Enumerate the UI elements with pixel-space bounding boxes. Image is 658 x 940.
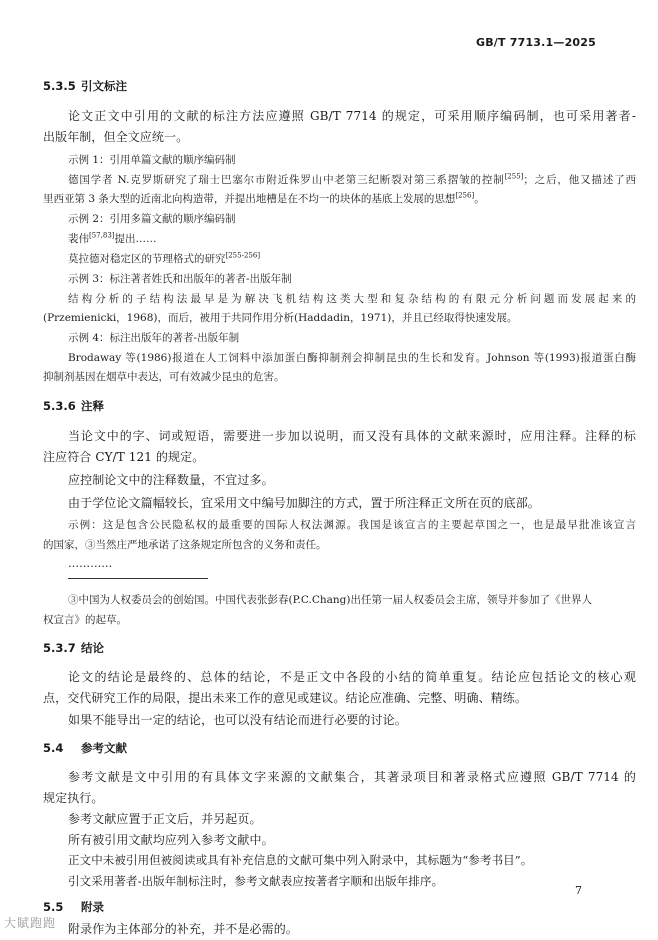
example-text: 德国学者 N.克罗斯研究了瑞士巴塞尔市附近侏罗山中老第三纪断裂对第三系摺皱的控制 <box>68 174 505 186</box>
section-title: 结论 <box>81 641 104 655</box>
example-line <box>68 251 260 266</box>
example-label: 示例 4：标注出版年的著者-出版年制 <box>68 332 240 344</box>
paragraph-line: 注应符合 CY/T 121 的规定。 <box>43 450 205 464</box>
section-number: 5.3.7 <box>43 641 76 655</box>
paragraph-line: 附录作为主体部分的补充，并不是必需的。 <box>68 922 298 936</box>
citation-marker: [256] <box>455 191 475 200</box>
paragraph-line: 点，交代研究工作的局限，提出未来工作的意见或建议。结论应准确、完整、明确、精练。 <box>43 691 528 705</box>
paragraph-line: 规定执行。 <box>43 791 104 805</box>
section-heading-5-3-6 <box>43 398 104 414</box>
page-number: 7 <box>575 884 582 897</box>
example-label: 示例 2：引用多篇文献的顺序编码制 <box>68 213 236 225</box>
example-label: 示例 1：引用单篇文献的顺序编码制 <box>68 154 236 166</box>
paragraph-line: 论文的结论是最终的、总体的结论，不是正文中各段的小结的简单重复。结论应包括论文的核心观 <box>68 670 636 684</box>
example-line <box>68 172 636 187</box>
paragraph-line: 应控制论文中的注释数量，不宜过多。 <box>68 473 274 487</box>
footnote-line: ③中国为人权委员会的创始国。中国代表张彭春(P.C.Chang)出任第一届人权委员会主席，领导并参加了《世界人 <box>68 594 593 606</box>
citation-marker: [255-256] <box>225 251 261 260</box>
section-title: 引文标注 <box>81 79 127 93</box>
section-number: 5.3.5 <box>43 79 76 93</box>
example-line: 的国家，③当然庄严地承诺了这条规定所包含的义务和责任。 <box>43 539 327 551</box>
section-title: 注释 <box>81 399 104 413</box>
example-text: 裴伟 <box>68 233 89 245</box>
paragraph-line: 由于学位论文篇幅较长，宜采用文中编号加脚注的方式，置于所注释正文所在页的底部。 <box>68 496 540 510</box>
section-title: 参考文献 <box>81 741 127 755</box>
example-line <box>68 231 157 246</box>
example-text: 。 <box>474 193 485 205</box>
paragraph-line: 论文正文中引用的文献的标注方法应遵照 GB/T 7714 的规定，可采用顺序编码制，也可采用著者- <box>68 109 636 123</box>
example-line: 结构分析的子结构法最早是为解决飞机结构这类大型和复杂结构的有限元分析问题而发展起来的 <box>68 293 636 305</box>
example-line <box>43 191 485 206</box>
document-code: GB/T 7713.1—2025 <box>475 36 596 49</box>
paragraph-line: 如果不能导出一定的结论，也可以没有结论而进行必要的讨论。 <box>68 713 407 727</box>
paragraph-line: 引文采用著者-出版年制标注时，参考文献表应按著者字顺和出版年排序。 <box>68 874 444 888</box>
example-label: 示例 3：标注著者姓氏和出版年的著者-出版年制 <box>68 273 292 285</box>
citation-marker: [255] <box>504 172 524 181</box>
section-number: 5.5 <box>43 900 64 914</box>
paragraph-line: 所有被引用文献均应列入参考文献中。 <box>68 833 274 847</box>
watermark: 大賦跑跑 <box>4 916 57 930</box>
example-text: 莫拉德对稳定区的节理格式的研究 <box>68 253 226 265</box>
example-text: 里西亚第 3 条大型的近南北向构造带，并提出地槽是在不均一的块体的基底上发展的思想 <box>43 193 456 205</box>
section-title: 附录 <box>81 900 104 914</box>
paragraph-line: 参考文献是文中引用的有具体文字来源的文献集合，其著录项目和著录格式应遵照 GB/T 7714 的 <box>68 770 636 784</box>
example-text: 提出…… <box>114 233 157 245</box>
footnote-line: 权宣言》的起草。 <box>43 614 127 626</box>
example-line: 示例：这是包含公民隐私权的最重要的国际人权法渊源。我国是该宣言的主要起草国之一，也是最早批准该宣言 <box>68 519 636 531</box>
citation-marker: [57,83] <box>89 231 115 240</box>
ellipsis: ………… <box>68 557 113 570</box>
example-line: (Przemienicki，1968)，而后，被用于共同作用分析(Haddadin，1971)，并且已经取得快速发展。 <box>43 312 518 324</box>
paragraph-line: 参考文献应置于正文后，并另起页。 <box>68 812 262 826</box>
section-number: 5.4 <box>43 741 64 755</box>
section-heading-5-3-5 <box>43 78 127 94</box>
example-line: 抑制剂基因在烟草中表达，可有效减少昆虫的危害。 <box>43 371 285 383</box>
section-number: 5.3.6 <box>43 399 76 413</box>
footnote-rule <box>68 578 208 579</box>
section-heading-5-5 <box>43 899 104 915</box>
paragraph-line: 正文中未被引用但被阅读或具有补充信息的文献可集中列入附录中，其标题为“参考书目”。 <box>68 853 533 867</box>
paragraph-line: 出版年制，但全文应统一。 <box>43 130 189 144</box>
section-heading-5-3-7 <box>43 640 104 656</box>
example-text: ；之后，他又描述了西 <box>523 174 636 186</box>
section-heading-5-4 <box>43 740 127 756</box>
example-line: Brodaway 等(1986)报道在人工饲料中添加蛋白酶抑制剂会抑制昆虫的生长和发育。Johnson 等(1993)报道蛋白酶 <box>68 352 636 364</box>
paragraph-line: 当论文中的字、词或短语，需要进一步加以说明，而又没有具体的文献来源时，应用注释。注释的标 <box>68 429 636 443</box>
